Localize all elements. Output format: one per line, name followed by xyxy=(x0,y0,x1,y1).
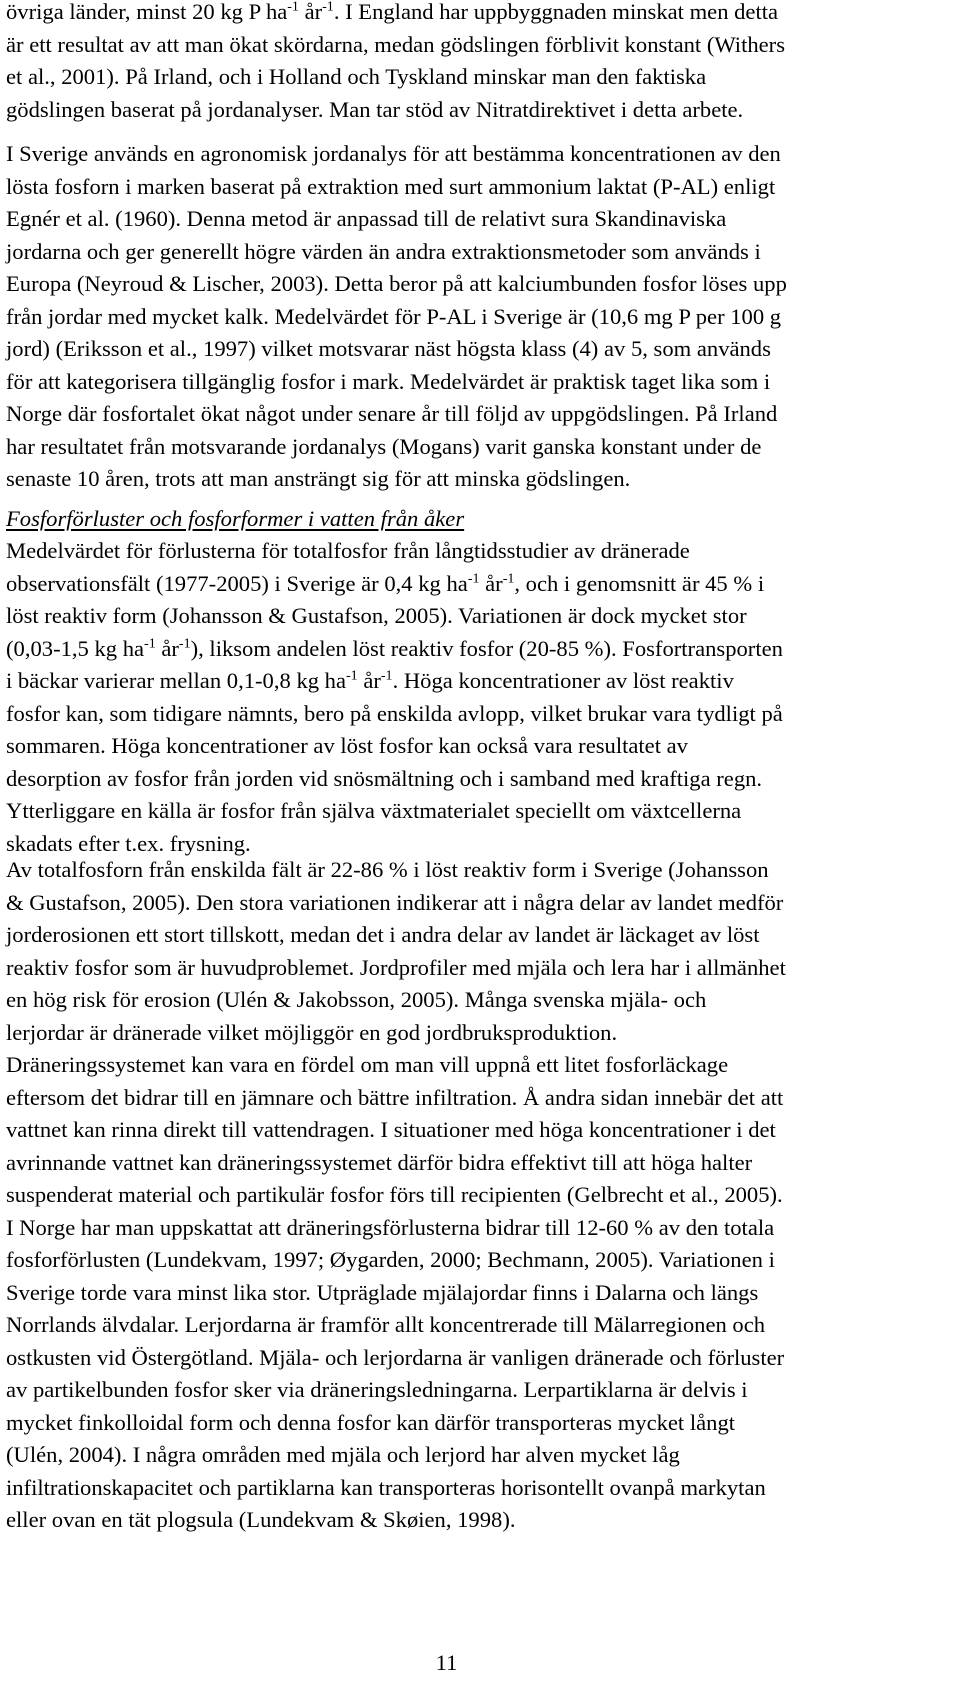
text-run: år xyxy=(357,668,381,693)
text-run: skadats efter t.ex. frysning. xyxy=(6,830,251,856)
text-run: övriga länder, minst 20 kg P ha xyxy=(6,0,288,24)
text-run: Av totalfosforn från enskilda fält är 22-86 % i löst reaktiv form i Sverige (Johansson xyxy=(6,857,769,882)
text-run: desorption av fosfor från jorden vid snösmältning och i samband med kraftiga regn. xyxy=(6,765,763,791)
text-run: , och i genomsnitt är 45 % i xyxy=(514,570,765,596)
text-run: av partikelbunden fosfor sker via dräneringsledningarna. Lerpartiklarna är delvis i xyxy=(6,1377,748,1402)
paragraph-total-phosphorus xyxy=(6,854,951,1537)
text-line xyxy=(6,984,951,1017)
text-run: löst reaktiv form (Johansson & Gustafson, 2005). Variationen är dock mycket stor xyxy=(6,603,747,628)
text-line xyxy=(6,1342,951,1375)
text-line xyxy=(6,138,951,171)
text-run: lösta fosforn i marken baserat på extraktion med surt ammonium laktat (P-AL) enligt xyxy=(6,173,776,199)
text-line xyxy=(6,29,951,62)
text-line xyxy=(6,1472,951,1505)
text-line xyxy=(6,1407,951,1440)
text-run: en hög risk för erosion (Ulén & Jakobsson, 2005). Många svenska mjäla- och xyxy=(6,987,707,1012)
text-line xyxy=(6,600,951,633)
section-heading: Fosforförluster och fosforformer i vatten från åker xyxy=(6,506,465,531)
superscript: -1 xyxy=(178,635,191,651)
text-line xyxy=(6,1179,951,1212)
text-run: infiltrationskapacitet och partiklarna kan transporteras horisontellt ovanpå markytan xyxy=(6,1474,766,1500)
text-line xyxy=(6,1114,951,1147)
text-run: observationsfält (1977-2005) i Sverige är 0,4 kg ha xyxy=(6,570,468,596)
text-run: . Höga koncentrationer av löst reaktiv xyxy=(392,668,734,693)
text-line xyxy=(6,1082,951,1115)
text-line xyxy=(6,1017,951,1050)
text-run: från jordar med mycket kalk. Medelvärdet för P-AL i Sverige är (10,6 mg P per 100 g xyxy=(6,303,782,329)
text-run: vattnet kan rinna direkt till vattendragen. I situationer med höga koncentrationer i det xyxy=(6,1117,776,1142)
text-run: ), liksom andelen löst reaktiv fosfor (20-85 %). Fosfortransporten xyxy=(190,635,783,661)
text-line xyxy=(6,1374,951,1407)
text-run: Norge där fosfortalet ökat något under senare år till följd av uppgödslingen. På Irland xyxy=(6,401,778,426)
text-run: fosfor kan, som tidigare nämnts, bero på enskilda avlopp, vilket brukar vara tydligt på xyxy=(6,700,783,726)
text-line xyxy=(6,665,951,698)
text-line xyxy=(6,268,951,301)
superscript: -1 xyxy=(502,570,515,586)
text-line xyxy=(6,171,951,204)
text-run: gödslingen baserat på jordanalyser. Man tar stöd av Nitratdirektivet i detta arbete. xyxy=(6,96,744,122)
text-line xyxy=(6,236,951,269)
text-run: är ett resultat av att man ökat skördarna, medan gödslingen förblivit konstant (Withers xyxy=(6,31,785,57)
text-run: . I England har uppbyggnaden minskat men detta xyxy=(333,0,779,24)
text-run: Medelvärdet för förlusterna för totalfosfor från långtidsstudier av dränerade xyxy=(6,538,690,563)
page-number: 11 xyxy=(435,1650,458,1675)
text-run: Europa (Neyroud & Lischer, 2003). Detta beror på att kalciumbunden fosfor löses upp xyxy=(6,271,787,296)
text-line xyxy=(6,94,951,127)
text-line xyxy=(6,1309,951,1342)
text-line xyxy=(6,1439,951,1472)
text-line xyxy=(6,698,951,731)
text-run: jord) (Eriksson et al., 1997) vilket motsvarar näst högsta klass (4) av 5, som används xyxy=(6,336,771,361)
text-run: Sverige torde vara minst lika stor. Utpräglade mjälajordar finns i Dalarna och längs xyxy=(6,1279,759,1305)
text-line xyxy=(6,0,951,29)
text-line xyxy=(6,952,951,985)
text-run: ostkusten vid Östergötland. Mjäla- och lerjordarna är vanligen dränerade och förluster xyxy=(6,1344,785,1370)
superscript: -1 xyxy=(380,668,393,684)
paragraph-fertilization-other-countries xyxy=(6,0,951,126)
text-line xyxy=(6,333,951,366)
text-line xyxy=(6,463,951,496)
superscript: -1 xyxy=(322,0,334,15)
text-line xyxy=(6,1244,951,1277)
text-run: år xyxy=(479,570,503,596)
text-line xyxy=(6,366,951,399)
text-run: för att kategorisera tillgänglig fosfor i mark. Medelvärdet är praktisk taget lika som i xyxy=(6,368,771,394)
section-heading-block xyxy=(6,503,951,536)
text-run: Norrlands älvdalar. Lerjordarna är framför allt koncentrerade till Mälarregionen och xyxy=(6,1312,766,1337)
text-line xyxy=(6,854,951,887)
text-line xyxy=(6,763,951,796)
text-run: Ytterliggare en källa är fosfor från själva växtmaterialet speciellt om växtcellerna xyxy=(6,798,742,823)
text-line xyxy=(6,1277,951,1310)
text-line xyxy=(6,568,951,601)
text-run: avrinnande vattnet kan dräneringssystemet därför bidra effektivt till att höga halter xyxy=(6,1149,753,1175)
text-line xyxy=(6,1049,951,1082)
text-run: Dräneringssystemet kan vara en fördel om man vill uppnå ett litet fosforläckage xyxy=(6,1052,729,1077)
text-run: & Gustafson, 2005). Den stora variationen indikerar att i några delar av landet medför xyxy=(6,889,784,915)
text-line xyxy=(6,203,951,236)
superscript: -1 xyxy=(144,635,156,651)
text-run: I Sverige används en agronomisk jordanalys för att bestämma koncentrationen av den xyxy=(6,141,781,166)
text-run: har resultatet från motsvarande jordanalys (Mogans) varit ganska konstant under de xyxy=(6,433,762,459)
text-run: fosforförlusten (Lundekvam, 1997; Øygarden, 2000; Bechmann, 2005). Variationen i xyxy=(6,1247,775,1272)
paragraph-phosphorus-losses xyxy=(6,535,951,860)
text-run: reaktiv fosfor som är huvudproblemet. Jordprofiler med mjäla och lera har i allmänhet xyxy=(6,954,786,980)
text-line xyxy=(6,1212,951,1245)
text-run: eftersom det bidrar till en jämnare och bättre infiltration. Å andra sidan innebär det att xyxy=(6,1084,784,1110)
text-run: (Ulén, 2004). I några områden med mjäla och lerjord har alven mycket låg xyxy=(6,1442,680,1467)
text-run: (0,03-1,5 kg ha xyxy=(6,635,145,661)
text-line xyxy=(6,535,951,568)
text-run: år xyxy=(155,635,179,661)
text-line xyxy=(6,730,951,763)
text-line xyxy=(6,1147,951,1180)
text-run: år xyxy=(298,0,323,24)
text-run: suspenderat material och partikulär fosfor förs till recipienten (Gelbrecht et al., 2005). xyxy=(6,1182,783,1207)
text-line xyxy=(6,1504,951,1537)
text-run: senaste 10 åren, trots att man ansträngt sig för att minska gödslingen. xyxy=(6,466,631,491)
text-line xyxy=(6,795,951,828)
text-run: lerjordar är dränerade vilket möjliggör en god jordbruksproduktion. xyxy=(6,1019,618,1045)
text-run: jordarna och ger generellt högre värden än andra extraktionsmetoder som används i xyxy=(6,238,761,264)
superscript: -1 xyxy=(287,0,299,15)
superscript: -1 xyxy=(346,668,358,684)
text-line xyxy=(6,61,951,94)
text-run: jorderosionen ett stort tillskott, medan det i andra delar av landet är läckaget av löst xyxy=(6,922,760,947)
text-line xyxy=(6,887,951,920)
text-run: eller ovan en tät plogsula (Lundekvam & Skøien, 1998). xyxy=(6,1507,516,1532)
text-run: I Norge har man uppskattat att dräneringsförlusterna bidrar till 12-60 % av den totala xyxy=(6,1214,775,1240)
text-run: mycket finkolloidal form och denna fosfor kan därför transporteras mycket långt xyxy=(6,1409,736,1435)
superscript: -1 xyxy=(467,570,480,586)
text-run: Egnér et al. (1960). Denna metod är anpassad till de relativt sura Skandinaviska xyxy=(6,206,727,231)
text-line xyxy=(6,919,951,952)
text-line xyxy=(6,633,951,666)
paragraph-soil-analysis-sweden xyxy=(6,138,951,496)
text-run: sommaren. Höga koncentrationer av löst fosfor kan också vara resultatet av xyxy=(6,733,688,758)
text-line xyxy=(6,301,951,334)
text-line xyxy=(6,431,951,464)
text-run: i bäckar varierar mellan 0,1-0,8 kg ha xyxy=(6,668,347,693)
text-run: et al., 2001). På Irland, och i Holland och Tyskland minskar man den faktiska xyxy=(6,64,707,89)
text-line xyxy=(6,398,951,431)
